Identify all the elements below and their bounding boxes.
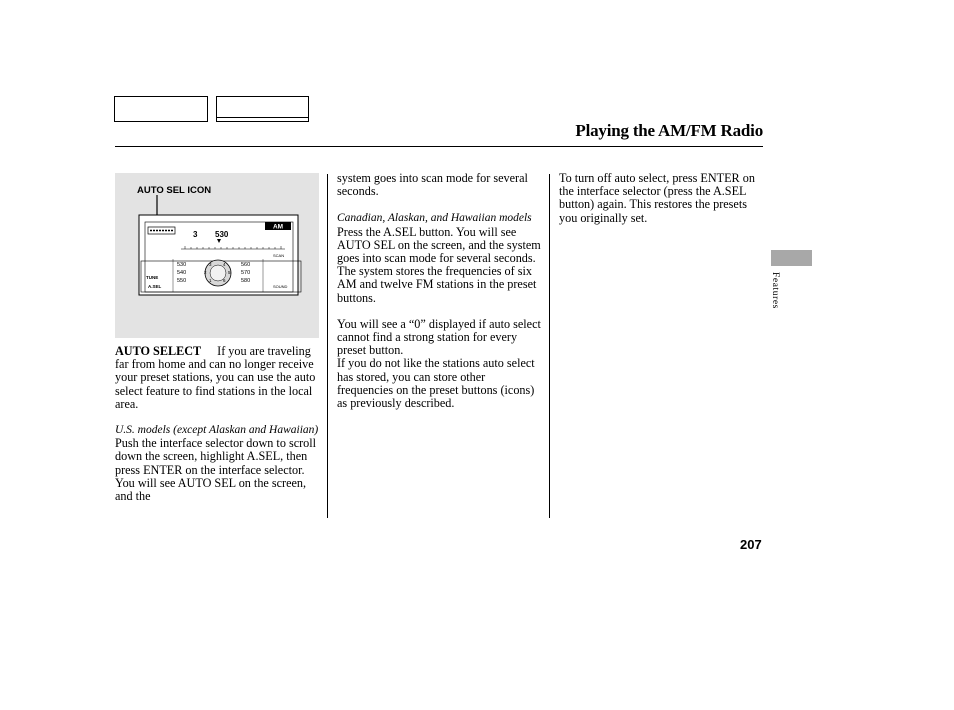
knob-number-1: 1 [209, 278, 212, 283]
section-label: Features [770, 272, 780, 309]
nav-box-2[interactable] [216, 96, 309, 122]
sound-tag: SOUND [273, 284, 288, 289]
us-models-label: U.S. models (except Alaskan and Hawaiian) [115, 424, 319, 437]
column-divider-2 [549, 174, 550, 518]
preset-right-2: 570 [241, 270, 251, 276]
radio-display-illustration [115, 173, 319, 338]
preset-left-2: 540 [177, 270, 187, 276]
canadian-models-text: Press the A.SEL button. You will see AUTO SEL on the screen, and the system goes into scan mode for several seconds. The system stores the frequencies of six AM and twelve FM stations in the preset buttons. [337, 224, 541, 305]
zero-displayed-text: You will see a “0” displayed if auto select cannot find a strong station for every preset button. [337, 316, 541, 358]
preset-left-3: 550 [177, 278, 187, 284]
section-tab [771, 250, 812, 266]
scan-continuation: system goes into scan mode for several seconds. [337, 171, 528, 199]
header-rule [115, 146, 763, 147]
auto-select-intro: If you are traveling far from home and can no longer receive your preset stations, you can use the auto select feature to find stations in the local area. [115, 344, 316, 411]
page-number: 207 [740, 537, 762, 552]
scan-tag: SCAN [273, 253, 285, 258]
auto-sel-icon [148, 227, 175, 234]
column-3 [559, 172, 763, 225]
knob-number-4: 4 [223, 262, 226, 267]
column-divider-1 [327, 174, 328, 518]
nav-box-1[interactable] [114, 96, 208, 122]
frequency-readout: 530 [215, 230, 229, 239]
knob-number-5: 5 [228, 270, 231, 275]
knob-number-3: 3 [209, 262, 212, 267]
knob-number-2: 2 [204, 270, 207, 275]
auto-select-heading: AUTO SELECT [115, 344, 202, 358]
figure-caption: AUTO SEL ICON [137, 185, 212, 196]
knob-number-6: 6 [223, 278, 226, 283]
tune-tag: TUNE [146, 275, 159, 280]
turn-off-text: To turn off auto select, press ENTER on the interface selector (press the A.SEL button) again. This restores the presets you originally set. [559, 171, 755, 225]
band-label: AM [272, 223, 284, 231]
store-other-text: If you do not like the stations auto select has stored, you can store other frequencies on the preset buttons (icons) as previously described. [337, 356, 535, 411]
us-models-text: Push the interface selector down to scroll down the screen, highlight A.SEL, then press ENTER on the interface selector. You will see AUTO SEL on the screen, and the [115, 436, 317, 504]
asel-tag: A.SEL [148, 284, 162, 289]
preset-right-3: 580 [241, 278, 251, 284]
page-title: Playing the AM/FM Radio [575, 121, 763, 140]
preset-number: 3 [193, 230, 198, 239]
preset-left-1: 530 [177, 262, 187, 268]
auto-sel-figure [115, 173, 319, 338]
canadian-models-label: Canadian, Alaskan, and Hawaiian models [337, 212, 532, 225]
column-2 [337, 172, 543, 410]
column-1 [115, 345, 321, 503]
preset-right-1: 560 [241, 262, 251, 268]
